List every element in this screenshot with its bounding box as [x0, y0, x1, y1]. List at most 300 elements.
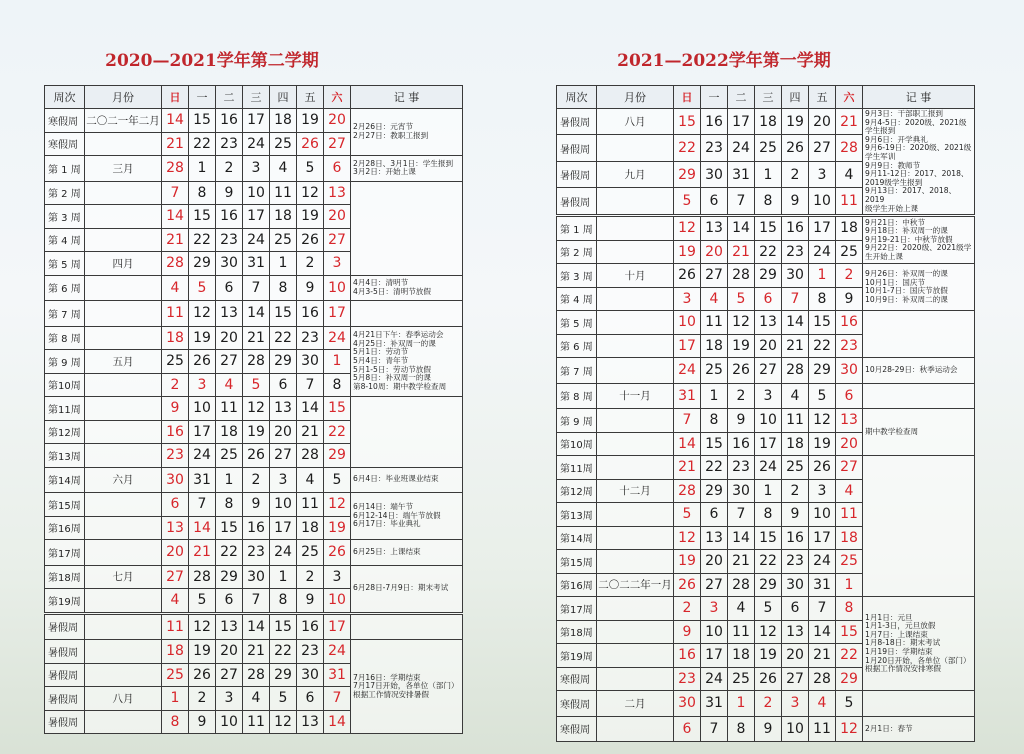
header-sun: 日	[674, 86, 701, 109]
day-cell: 4	[270, 156, 297, 182]
month-label	[85, 516, 162, 540]
note-line: 1月8-18日：期末考试	[865, 638, 941, 648]
day-cell: 2	[782, 479, 809, 503]
month-label	[597, 667, 674, 691]
day-cell: 14	[189, 516, 216, 540]
day-cell: 27	[216, 663, 243, 687]
day-cell: 15	[755, 526, 782, 550]
notes-cell	[351, 640, 463, 734]
note-line: 1月19日：学期结束	[865, 646, 933, 656]
notes-cell	[351, 467, 463, 493]
month-label	[597, 456, 674, 480]
day-cell: 3	[324, 252, 351, 276]
day-cell: 1	[728, 691, 755, 717]
day-cell: 3	[270, 467, 297, 493]
week-label: 第 1 周	[557, 216, 597, 241]
day-cell: 8	[755, 503, 782, 527]
week-row	[557, 383, 975, 409]
day-cell: 27	[162, 565, 189, 589]
week-label: 第17周	[45, 540, 85, 566]
day-cell: 8	[216, 493, 243, 517]
month-label: 二〇二一年二月	[85, 109, 162, 133]
week-label: 第19周	[45, 589, 85, 614]
day-cell: 21	[674, 456, 701, 480]
day-cell: 24	[270, 540, 297, 566]
day-cell: 25	[270, 132, 297, 156]
week-row	[557, 311, 975, 335]
month-label	[597, 188, 674, 216]
day-cell: 23	[216, 132, 243, 156]
note-line: 9月19-21日：中秋节放假	[865, 234, 953, 244]
day-cell: 11	[836, 188, 863, 216]
week-row	[45, 397, 463, 421]
month-label: 九月	[597, 161, 674, 187]
header-tue: 二	[216, 86, 243, 109]
month-label	[597, 216, 674, 241]
day-cell: 14	[782, 311, 809, 335]
day-cell: 16	[782, 216, 809, 241]
day-cell: 28	[728, 264, 755, 288]
day-cell: 18	[216, 420, 243, 444]
note-line: 9月13日：2017、2018、2019	[865, 186, 957, 204]
note-line: 9月6-19日：2020级、2021级	[865, 143, 972, 153]
week-label: 寒假周	[557, 667, 597, 691]
day-cell: 11	[162, 613, 189, 640]
day-cell: 20	[701, 240, 728, 264]
day-cell: 26	[728, 358, 755, 384]
day-cell: 2	[243, 467, 270, 493]
notes-cell	[351, 275, 463, 301]
day-cell: 11	[162, 301, 189, 327]
day-cell: 8	[836, 597, 863, 621]
note-line: 3月2日：开始上课	[353, 167, 416, 177]
week-label: 第 6 周	[45, 275, 85, 301]
header-sat: 六	[324, 86, 351, 109]
day-cell: 1	[701, 383, 728, 409]
week-label: 第 4 周	[557, 287, 597, 311]
day-cell: 28	[674, 479, 701, 503]
day-cell: 15	[270, 613, 297, 640]
notes-cell	[351, 493, 463, 540]
day-cell: 3	[189, 373, 216, 397]
day-cell: 24	[674, 358, 701, 384]
header-sat: 六	[836, 86, 863, 109]
day-cell: 13	[162, 516, 189, 540]
day-cell: 20	[162, 540, 189, 566]
note-line: 2月27日：教职工报到	[353, 131, 429, 140]
day-cell: 2	[297, 252, 324, 276]
day-cell: 18	[728, 644, 755, 668]
day-cell: 18	[270, 109, 297, 133]
day-cell: 20	[216, 326, 243, 350]
day-cell: 18	[701, 334, 728, 358]
day-cell: 5	[270, 687, 297, 711]
header-mon: 一	[701, 86, 728, 109]
note-line: 学生报到	[865, 126, 896, 136]
day-cell: 28	[243, 350, 270, 374]
day-cell: 13	[701, 526, 728, 550]
week-label: 暑假周	[45, 613, 85, 640]
day-cell: 16	[216, 205, 243, 229]
month-label	[85, 228, 162, 252]
calendar-table	[556, 85, 975, 742]
day-cell: 8	[728, 716, 755, 742]
day-cell: 26	[324, 540, 351, 566]
day-cell: 10	[324, 589, 351, 614]
week-label: 第 8 周	[557, 383, 597, 409]
day-cell: 28	[243, 663, 270, 687]
day-cell: 7	[189, 493, 216, 517]
day-cell: 13	[836, 409, 863, 433]
day-cell: 9	[782, 503, 809, 527]
day-cell: 14	[674, 432, 701, 456]
month-label	[597, 716, 674, 742]
note-line: 9月6日：开学典礼	[865, 134, 928, 144]
day-cell: 26	[189, 350, 216, 374]
day-cell: 17	[809, 216, 836, 241]
day-cell: 14	[243, 301, 270, 327]
day-cell: 31	[701, 691, 728, 717]
day-cell: 21	[297, 420, 324, 444]
day-cell: 3	[782, 691, 809, 717]
day-cell: 15	[836, 620, 863, 644]
day-cell: 27	[701, 264, 728, 288]
month-label	[85, 275, 162, 301]
note-line: 4月25日：补双周一的课	[353, 338, 436, 348]
note-line: 2019级学生报到	[865, 177, 923, 187]
week-row	[45, 640, 463, 664]
month-label	[85, 373, 162, 397]
day-cell: 25	[701, 358, 728, 384]
day-cell: 4	[728, 597, 755, 621]
day-cell: 19	[809, 432, 836, 456]
week-label: 第12周	[45, 420, 85, 444]
note-line: 9月26日：补双周一的课	[865, 268, 948, 278]
month-label	[597, 311, 674, 335]
day-cell: 19	[297, 205, 324, 229]
day-cell: 3	[701, 597, 728, 621]
day-cell: 6	[270, 373, 297, 397]
day-cell: 10	[216, 710, 243, 734]
day-cell: 19	[674, 240, 701, 264]
header-fri: 五	[809, 86, 836, 109]
day-cell: 19	[324, 516, 351, 540]
day-cell: 15	[189, 109, 216, 133]
week-label: 第16周	[557, 573, 597, 597]
header-row	[45, 86, 463, 109]
day-cell: 30	[297, 350, 324, 374]
notes-cell	[351, 397, 463, 468]
week-label: 第 9 周	[45, 350, 85, 374]
month-label	[597, 526, 674, 550]
month-label	[597, 503, 674, 527]
day-cell: 16	[243, 516, 270, 540]
day-cell: 24	[189, 444, 216, 468]
day-cell: 22	[270, 326, 297, 350]
day-cell: 14	[297, 397, 324, 421]
day-cell: 5	[297, 156, 324, 182]
day-cell: 18	[270, 205, 297, 229]
note-line: 学生军训	[865, 151, 896, 161]
day-cell: 6	[701, 503, 728, 527]
note-line: 6月12-14日：端午节放假	[353, 510, 441, 520]
notes-cell	[863, 597, 975, 691]
day-cell: 8	[270, 275, 297, 301]
note-line: 10月9日：补双周二的课	[865, 294, 948, 304]
calendar-title: 2021—2022学年第一学期	[617, 51, 831, 71]
note-line: 根据工作情况安排寒假	[865, 664, 941, 674]
day-cell: 11	[243, 710, 270, 734]
day-cell: 28	[809, 667, 836, 691]
day-cell: 21	[728, 550, 755, 574]
month-label: 十一月	[597, 383, 674, 409]
notes-cell	[863, 456, 975, 597]
day-cell: 20	[836, 432, 863, 456]
week-label: 第 9 周	[557, 409, 597, 433]
day-cell: 4	[701, 287, 728, 311]
day-cell: 29	[809, 358, 836, 384]
day-cell: 29	[324, 444, 351, 468]
week-label: 第11周	[45, 397, 85, 421]
day-cell: 17	[674, 334, 701, 358]
day-cell: 25	[270, 228, 297, 252]
calendar-title: 2020—2021学年第二学期	[105, 51, 319, 71]
day-cell: 1	[809, 264, 836, 288]
day-cell: 13	[297, 710, 324, 734]
day-cell: 12	[728, 311, 755, 335]
day-cell: 1	[324, 350, 351, 374]
month-label	[597, 334, 674, 358]
day-cell: 6	[324, 156, 351, 182]
day-cell: 6	[701, 188, 728, 216]
day-cell: 27	[324, 228, 351, 252]
week-label: 第15周	[45, 493, 85, 517]
day-cell: 2	[189, 687, 216, 711]
day-cell: 26	[674, 264, 701, 288]
day-cell: 26	[674, 573, 701, 597]
day-cell: 28	[836, 135, 863, 161]
month-label: 七月	[85, 565, 162, 589]
day-cell: 24	[755, 456, 782, 480]
notes-cell	[863, 716, 975, 742]
header-sun: 日	[162, 86, 189, 109]
note-line: 9月18日：补双周一的课	[865, 226, 948, 236]
header-month: 月份	[597, 86, 674, 109]
week-row	[557, 597, 975, 621]
month-label	[597, 409, 674, 433]
day-cell: 6	[755, 287, 782, 311]
day-cell: 29	[836, 667, 863, 691]
day-cell: 6	[836, 383, 863, 409]
day-cell: 26	[243, 444, 270, 468]
week-row	[557, 691, 975, 717]
week-label: 暑假周	[45, 663, 85, 687]
day-cell: 19	[674, 550, 701, 574]
day-cell: 29	[270, 663, 297, 687]
week-label: 第10周	[45, 373, 85, 397]
week-label: 第15周	[557, 550, 597, 574]
day-cell: 13	[701, 216, 728, 241]
day-cell: 26	[782, 135, 809, 161]
calendar-table	[44, 85, 463, 734]
week-label: 第14周	[45, 467, 85, 493]
month-label	[85, 640, 162, 664]
day-cell: 18	[836, 526, 863, 550]
month-label	[85, 301, 162, 327]
day-cell: 10	[324, 275, 351, 301]
day-cell: 15	[189, 205, 216, 229]
week-row	[557, 456, 975, 480]
month-label	[597, 287, 674, 311]
day-cell: 1	[189, 156, 216, 182]
note-line: 2月1日：春节	[865, 723, 913, 733]
day-cell: 17	[324, 613, 351, 640]
week-label: 第13周	[557, 503, 597, 527]
day-cell: 12	[674, 216, 701, 241]
day-cell: 24	[809, 550, 836, 574]
day-cell: 25	[162, 663, 189, 687]
day-cell: 28	[728, 573, 755, 597]
day-cell: 6	[216, 589, 243, 614]
day-cell: 4	[836, 479, 863, 503]
day-cell: 31	[809, 573, 836, 597]
week-label: 寒假周	[45, 132, 85, 156]
day-cell: 9	[162, 397, 189, 421]
day-cell: 2	[162, 373, 189, 397]
day-cell: 13	[216, 613, 243, 640]
note-line: 9月3日：干部职工报到	[865, 109, 944, 118]
day-cell: 31	[324, 663, 351, 687]
day-cell: 31	[189, 467, 216, 493]
day-cell: 29	[674, 161, 701, 187]
week-label: 第16周	[45, 516, 85, 540]
day-cell: 12	[674, 526, 701, 550]
day-cell: 3	[216, 687, 243, 711]
day-cell: 18	[782, 432, 809, 456]
day-cell: 9	[836, 287, 863, 311]
day-cell: 23	[216, 228, 243, 252]
week-label: 寒假周	[45, 109, 85, 133]
day-cell: 23	[162, 444, 189, 468]
note-line: 第8-10周：期中教学检查周	[353, 381, 447, 391]
week-label: 寒假周	[557, 691, 597, 717]
week-label: 第10周	[557, 432, 597, 456]
day-cell: 3	[809, 161, 836, 187]
day-cell: 19	[297, 109, 324, 133]
day-cell: 25	[782, 456, 809, 480]
week-label: 暑假周	[45, 640, 85, 664]
day-cell: 24	[324, 326, 351, 350]
day-cell: 10	[270, 493, 297, 517]
note-line: 5月1-5日：劳动节放假	[353, 364, 431, 374]
day-cell: 26	[189, 663, 216, 687]
header-wed: 三	[755, 86, 782, 109]
day-cell: 23	[297, 640, 324, 664]
day-cell: 23	[836, 334, 863, 358]
note-line: 10月1-7日：国庆节放假	[865, 286, 948, 296]
note-line: 7月17日开始，各单位（部门）	[353, 681, 459, 691]
header-week: 周次	[45, 86, 85, 109]
month-label	[85, 181, 162, 205]
day-cell: 26	[809, 456, 836, 480]
header-week: 周次	[557, 86, 597, 109]
day-cell: 29	[701, 479, 728, 503]
day-cell: 11	[782, 409, 809, 433]
week-row	[557, 358, 975, 384]
day-cell: 29	[755, 264, 782, 288]
day-cell: 25	[836, 240, 863, 264]
day-cell: 17	[809, 526, 836, 550]
week-label: 第 2 周	[45, 181, 85, 205]
day-cell: 10	[674, 311, 701, 335]
day-cell: 12	[189, 301, 216, 327]
day-cell: 9	[297, 589, 324, 614]
day-cell: 22	[189, 132, 216, 156]
note-line: 生开始上课	[865, 252, 903, 262]
week-label: 暑假周	[557, 135, 597, 161]
day-cell: 19	[189, 640, 216, 664]
month-label: 十二月	[597, 479, 674, 503]
day-cell: 4	[216, 373, 243, 397]
day-cell: 21	[162, 132, 189, 156]
day-cell: 27	[809, 135, 836, 161]
day-cell: 2	[782, 161, 809, 187]
day-cell: 28	[162, 156, 189, 182]
month-label	[85, 493, 162, 517]
month-label	[597, 550, 674, 574]
day-cell: 20	[324, 109, 351, 133]
day-cell: 30	[162, 467, 189, 493]
header-thu: 四	[270, 86, 297, 109]
day-cell: 1	[162, 687, 189, 711]
day-cell: 30	[728, 479, 755, 503]
day-cell: 10	[809, 503, 836, 527]
note-line: 根据工作情况安排暑假	[353, 689, 429, 699]
header-notes: 记 事	[351, 86, 463, 109]
day-cell: 6	[162, 493, 189, 517]
week-label: 第11周	[557, 456, 597, 480]
week-label: 暑假周	[557, 188, 597, 216]
month-label	[85, 540, 162, 566]
week-label: 第 2 周	[557, 240, 597, 264]
day-cell: 8	[162, 710, 189, 734]
note-line: 级学生开始上课	[865, 203, 919, 213]
month-label: 四月	[85, 252, 162, 276]
day-cell: 21	[836, 109, 863, 135]
day-cell: 5	[755, 597, 782, 621]
day-cell: 10	[755, 409, 782, 433]
month-label	[85, 420, 162, 444]
notes-cell	[863, 409, 975, 456]
day-cell: 21	[162, 228, 189, 252]
month-label	[597, 135, 674, 161]
header-tue: 二	[728, 86, 755, 109]
day-cell: 12	[836, 716, 863, 742]
day-cell: 12	[324, 493, 351, 517]
day-cell: 1	[755, 479, 782, 503]
header-month: 月份	[85, 86, 162, 109]
note-line: 6月14日：端午节	[353, 502, 414, 512]
week-label: 第 3 周	[557, 264, 597, 288]
notes-cell	[351, 181, 463, 275]
day-cell: 8	[324, 373, 351, 397]
day-cell: 6	[297, 687, 324, 711]
day-cell: 12	[809, 409, 836, 433]
week-label: 第 3 周	[45, 205, 85, 229]
day-cell: 27	[782, 667, 809, 691]
week-label: 第18周	[557, 620, 597, 644]
week-row	[45, 301, 463, 327]
